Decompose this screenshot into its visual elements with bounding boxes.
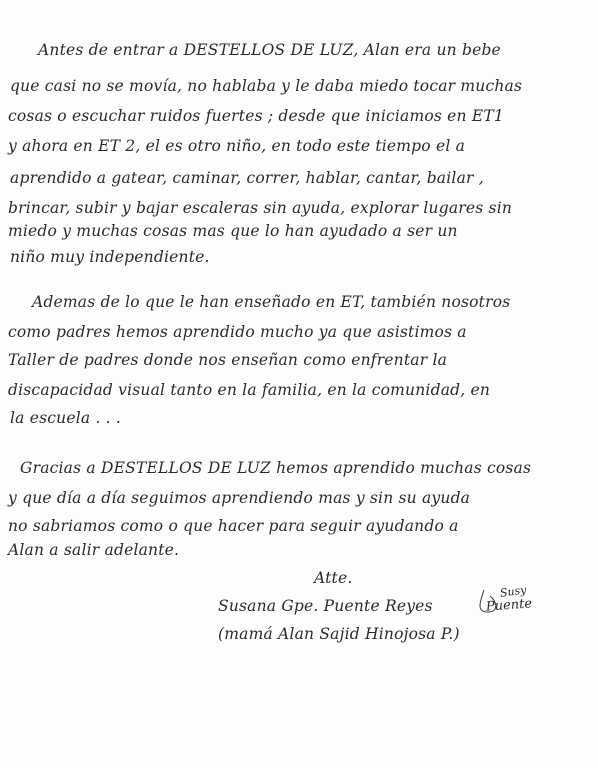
letter-line: Antes de entrar a DESTELLOS DE LUZ, Alan era un bebe	[38, 41, 501, 59]
letter-line: Alan a salir adelante.	[8, 541, 180, 559]
letter-line: niño muy independiente.	[10, 248, 210, 266]
letter-line: que casi no se movía, no hablaba y le daba miedo tocar muchas	[10, 77, 523, 95]
signature-top: Susy	[499, 583, 528, 600]
letter-line: Gracias a DESTELLOS DE LUZ hemos aprendido muchas cosas	[20, 459, 532, 477]
letter-line: la escuela . . .	[10, 409, 122, 427]
closing: Atte.	[314, 569, 353, 587]
signature-flourish	[470, 582, 530, 622]
letter-line: como padres hemos aprendido mucho ya que asistimos a	[8, 323, 467, 341]
letter-line: y ahora en ET 2, el es otro niño, en todo este tiempo el a	[8, 137, 466, 155]
letter-line: brincar, subir y bajar escaleras sin ayuda, explorar lugares sin	[8, 199, 513, 217]
letter-line: no sabriamos como o que hacer para seguir ayudando a	[8, 517, 459, 535]
letter-line: aprendido a gatear, caminar, correr, hablar, cantar, bailar ,	[10, 169, 484, 187]
letter-line: Ademas de lo que le han enseñado en ET, también nosotros	[32, 293, 511, 311]
letter-line: Taller de padres donde nos enseñan como enfrentar la	[8, 351, 448, 369]
signer-relation: (mamá Alan Sajid Hinojosa P.)	[218, 625, 460, 643]
letter-line: y que día a día seguimos aprendiendo mas y sin su ayuda	[8, 489, 471, 507]
signer-name: Susana Gpe. Puente Reyes	[218, 597, 433, 615]
letter-line: miedo y muchas cosas mas que lo han ayudado a ser un	[8, 222, 458, 240]
letter-line: discapacidad visual tanto en la familia, en la comunidad, en	[8, 381, 491, 399]
signature-bottom: Puente	[485, 596, 533, 615]
letter-line: cosas o escuchar ruidos fuertes ; desde que iniciamos en ET1	[8, 107, 504, 125]
